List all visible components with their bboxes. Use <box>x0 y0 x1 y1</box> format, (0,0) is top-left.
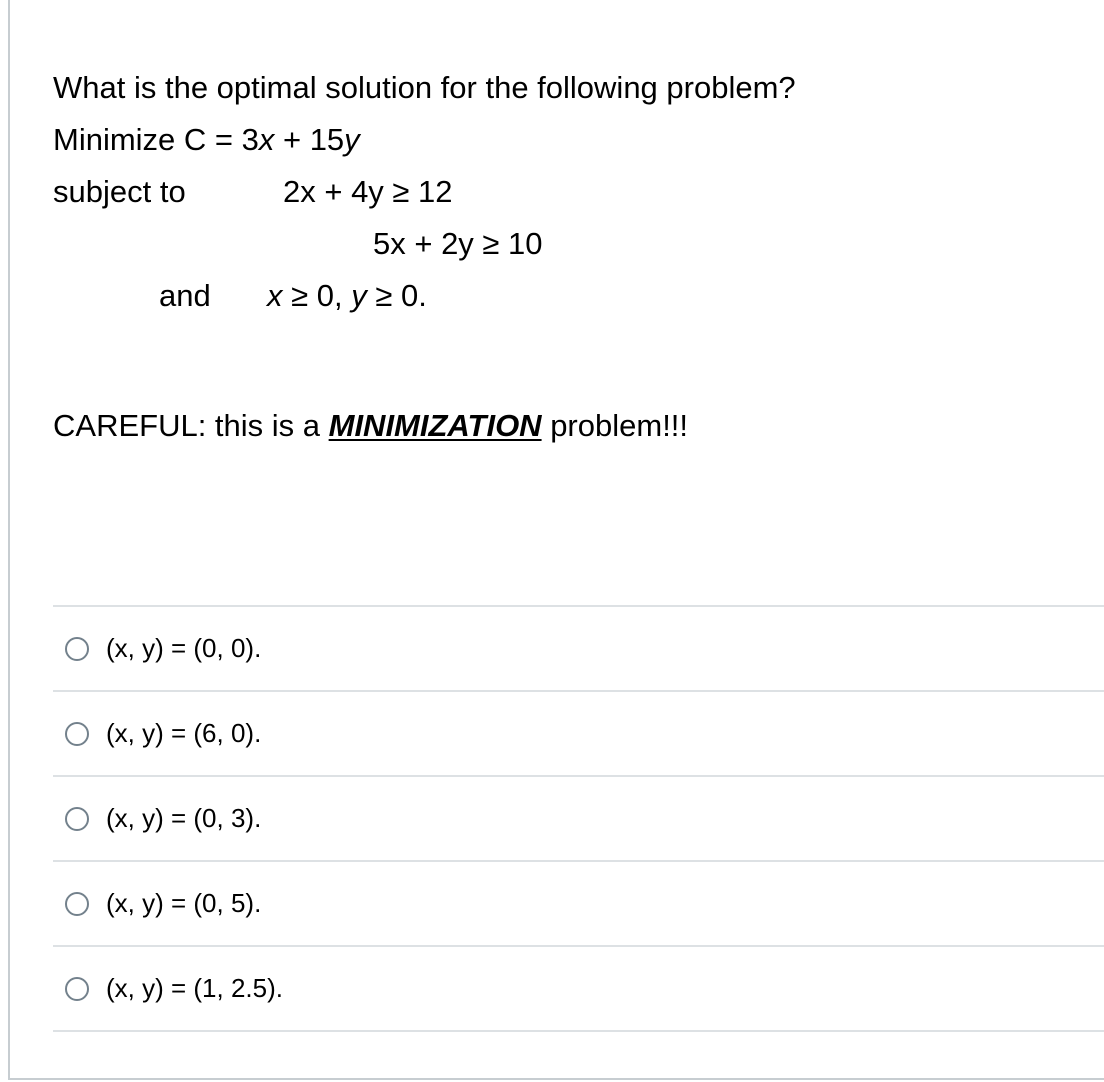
nonnegativity-row <box>53 270 1053 322</box>
caution-emphasis: MINIMIZATION <box>328 408 542 443</box>
radio-button[interactable] <box>65 637 89 661</box>
radio-button[interactable] <box>65 807 89 831</box>
radio-button[interactable] <box>65 892 89 916</box>
answer-option[interactable] <box>53 692 1104 777</box>
question-prompt: What is the optimal solution for the following problem? <box>53 70 796 105</box>
objective-function <box>53 114 1053 166</box>
and-label: and <box>159 278 211 313</box>
answer-option[interactable] <box>53 777 1104 862</box>
caution-suffix: problem!!! <box>541 408 689 443</box>
nonneg-y: y <box>351 278 367 313</box>
answer-list <box>53 605 1104 1032</box>
answer-label[interactable]: (x, y) = (6, 0). <box>106 718 262 748</box>
answer-option[interactable] <box>53 862 1104 947</box>
caution-note <box>53 400 688 452</box>
subject-to-label: subject to <box>53 174 186 209</box>
constraint-row-1 <box>53 166 1053 218</box>
constraint-row-2 <box>53 218 1053 270</box>
answer-label[interactable]: (x, y) = (0, 5). <box>106 888 262 918</box>
constraint-1: 2x + 4y ≥ 12 <box>283 174 453 209</box>
nonnegativity-constraint <box>267 270 427 322</box>
answer-label[interactable]: (x, y) = (0, 0). <box>106 633 262 663</box>
answer-label[interactable]: (x, y) = (1, 2.5). <box>106 973 283 1003</box>
nonneg-end: ≥ 0. <box>366 278 427 313</box>
objective-mid: + 15 <box>274 122 345 157</box>
question-text <box>53 62 1053 322</box>
nonneg-mid: ≥ 0, <box>282 278 352 313</box>
nonneg-x: x <box>267 278 283 313</box>
answer-option[interactable] <box>53 607 1104 692</box>
objective-prefix: Minimize C = 3 <box>53 122 259 157</box>
objective-y: y <box>344 122 360 157</box>
objective-x: x <box>258 122 275 157</box>
answer-label[interactable]: (x, y) = (0, 3). <box>106 803 262 833</box>
answer-option[interactable] <box>53 947 1104 1032</box>
constraint-2: 5x + 2y ≥ 10 <box>373 226 543 261</box>
radio-button[interactable] <box>65 977 89 1001</box>
caution-prefix: CAREFUL: this is a <box>53 408 329 443</box>
radio-button[interactable] <box>65 722 89 746</box>
